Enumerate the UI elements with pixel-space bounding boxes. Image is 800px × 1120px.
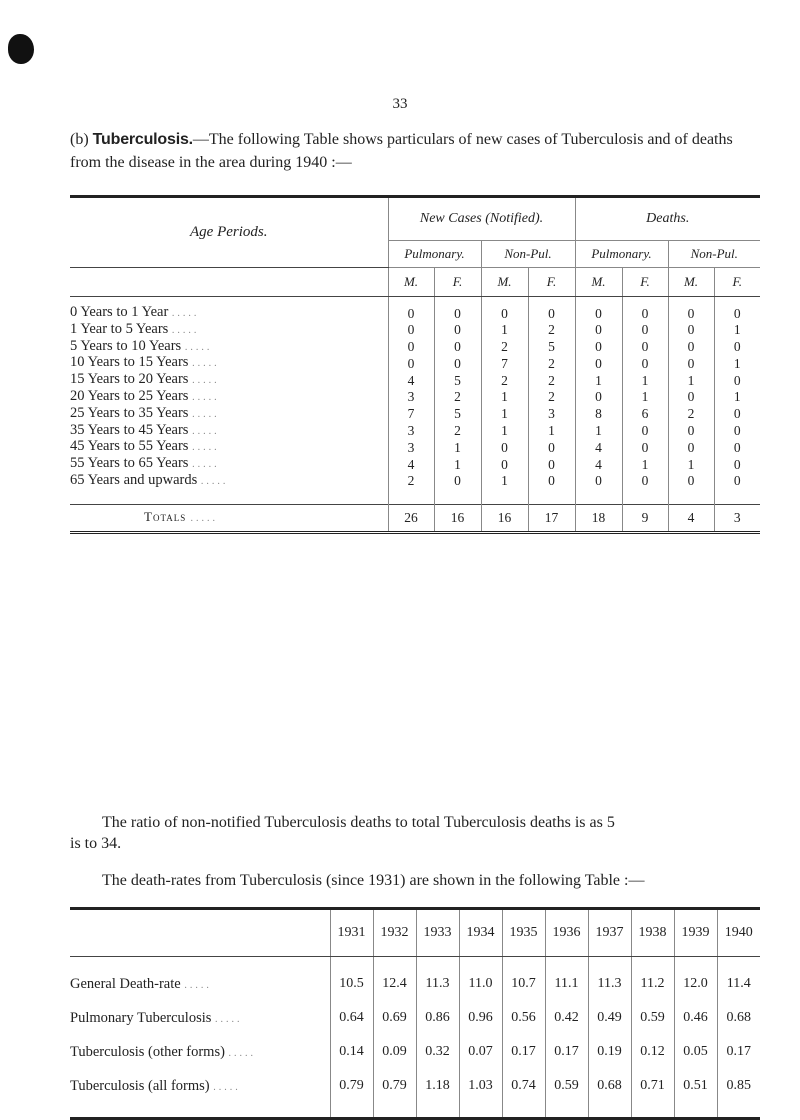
leader-dots: ..... bbox=[184, 979, 212, 991]
deaths-pulmonary-header: Pulmonary. bbox=[575, 241, 668, 268]
table-row bbox=[70, 297, 760, 322]
rate-value: 12.4 bbox=[373, 957, 416, 1002]
cell-value: 0 bbox=[528, 473, 575, 490]
leader-dots: ..... bbox=[228, 1047, 257, 1059]
table-row bbox=[70, 372, 760, 389]
rate-value: 0.64 bbox=[330, 1001, 373, 1035]
rate-label: Pulmonary Tuberculosis ..... bbox=[70, 1009, 243, 1026]
rate-value: 11.1 bbox=[545, 957, 588, 1002]
intro-text: —The following Table shows particulars of new cases of Tuberculosis and of deaths from the disease in the area during 1940 :— bbox=[70, 131, 733, 171]
cell-value: 6 bbox=[622, 406, 668, 423]
cell-value: 0 bbox=[434, 322, 481, 339]
cell-value: 3 bbox=[388, 439, 434, 456]
rate-value: 0.79 bbox=[330, 1069, 373, 1119]
leader-dots: ..... bbox=[213, 1081, 241, 1093]
rate-value: 11.0 bbox=[459, 957, 502, 1002]
cell-value: 0 bbox=[622, 339, 668, 356]
cell-value: 0 bbox=[434, 339, 481, 356]
cell-value: 1 bbox=[668, 372, 714, 389]
table-row bbox=[70, 322, 760, 339]
cell-value: 0 bbox=[622, 473, 668, 490]
cell-value: 0 bbox=[622, 322, 668, 339]
leader-dots: ..... bbox=[215, 1013, 243, 1025]
section-heading: Tuberculosis. bbox=[92, 131, 193, 148]
age-period-label: 0 Years to 1 Year ..... bbox=[70, 304, 200, 320]
rate-value: 0.59 bbox=[545, 1069, 588, 1119]
table-row bbox=[70, 355, 760, 372]
cell-value: 0 bbox=[575, 297, 622, 322]
rate-value: 0.71 bbox=[631, 1069, 674, 1119]
rate-value: 11.4 bbox=[717, 957, 760, 1002]
cell-value: 2 bbox=[528, 389, 575, 406]
total-value: 3 bbox=[714, 504, 760, 532]
year-header: 1939 bbox=[674, 909, 717, 957]
cell-value: 0 bbox=[714, 372, 760, 389]
cell-value: 3 bbox=[388, 389, 434, 406]
cell-value: 0 bbox=[434, 297, 481, 322]
cell-value: 1 bbox=[528, 423, 575, 440]
cell-value: 0 bbox=[668, 297, 714, 322]
age-period-label: 1 Year to 5 Years ..... bbox=[70, 320, 200, 337]
rate-value: 0.49 bbox=[588, 1001, 631, 1035]
leader-dots: ..... bbox=[192, 391, 220, 403]
total-value: 16 bbox=[481, 504, 528, 532]
total-value: 16 bbox=[434, 504, 481, 532]
age-period-label: 65 Years and upwards ..... bbox=[70, 471, 229, 488]
section-label: (b) bbox=[70, 131, 89, 148]
age-periods-header: Age Periods. bbox=[70, 197, 388, 268]
cell-value: 0 bbox=[714, 456, 760, 473]
rate-value: 0.68 bbox=[717, 1001, 760, 1035]
table-row bbox=[70, 423, 760, 440]
cell-value: 8 bbox=[575, 406, 622, 423]
cell-value: 2 bbox=[481, 339, 528, 356]
rate-value: 10.7 bbox=[502, 957, 545, 1002]
cell-value: 0 bbox=[622, 297, 668, 322]
sex-header-f: F. bbox=[528, 268, 575, 297]
rate-value: 11.3 bbox=[416, 957, 459, 1002]
age-period-label: 10 Years to 15 Years ..... bbox=[70, 354, 220, 371]
margin-ink-blot bbox=[8, 34, 34, 64]
rate-value: 0.46 bbox=[674, 1001, 717, 1035]
leader-dots: ..... bbox=[200, 475, 229, 487]
cell-value: 0 bbox=[388, 339, 434, 356]
leader-dots: ..... bbox=[171, 324, 200, 336]
rate-value: 0.07 bbox=[459, 1035, 502, 1069]
cell-value: 2 bbox=[388, 473, 434, 490]
table-row bbox=[70, 439, 760, 456]
leader-dots: ..... bbox=[192, 375, 220, 387]
rate-label: General Death-rate ..... bbox=[70, 975, 212, 992]
cell-value: 0 bbox=[622, 355, 668, 372]
total-value: 4 bbox=[668, 504, 714, 532]
age-period-label: 55 Years to 65 Years ..... bbox=[70, 455, 220, 472]
rate-value: 0.14 bbox=[330, 1035, 373, 1069]
cell-value: 0 bbox=[668, 322, 714, 339]
rate-value: 1.18 bbox=[416, 1069, 459, 1119]
sex-header-f: F. bbox=[434, 268, 481, 297]
totals-row bbox=[70, 504, 760, 532]
cell-value: 0 bbox=[668, 355, 714, 372]
blank-header-cell bbox=[70, 909, 330, 957]
cell-value: 0 bbox=[575, 355, 622, 372]
cell-value: 1 bbox=[575, 372, 622, 389]
rate-value: 0.51 bbox=[674, 1069, 717, 1119]
ratio-line-1: The ratio of non-notified Tuberculosis deaths to total Tuberculosis deaths is as 5 bbox=[102, 814, 615, 831]
total-value: 18 bbox=[575, 504, 622, 532]
rate-value: 12.0 bbox=[674, 957, 717, 1002]
rate-value: 0.56 bbox=[502, 1001, 545, 1035]
table-row bbox=[70, 1001, 760, 1035]
rate-label: Tuberculosis (all forms) ..... bbox=[70, 1069, 330, 1119]
table-row bbox=[70, 389, 760, 406]
cell-value: 2 bbox=[528, 322, 575, 339]
cell-value: 0 bbox=[575, 473, 622, 490]
death-rates-intro: The death-rates from Tuberculosis (since 1931) are shown in the following Table :— bbox=[102, 872, 645, 889]
age-period-label: 15 Years to 20 Years ..... bbox=[70, 371, 220, 388]
cell-value: 0 bbox=[575, 339, 622, 356]
cell-value: 7 bbox=[481, 355, 528, 372]
cell-value: 2 bbox=[528, 372, 575, 389]
year-header: 1935 bbox=[502, 909, 545, 957]
cell-value: 4 bbox=[575, 439, 622, 456]
year-header: 1936 bbox=[545, 909, 588, 957]
rate-value: 10.5 bbox=[330, 957, 373, 1002]
rate-value: 0.42 bbox=[545, 1001, 588, 1035]
cell-value: 2 bbox=[668, 406, 714, 423]
cell-value: 1 bbox=[481, 406, 528, 423]
rate-value: 0.59 bbox=[631, 1001, 674, 1035]
cell-value: 1 bbox=[481, 423, 528, 440]
rate-value: 0.32 bbox=[416, 1035, 459, 1069]
cell-value: 0 bbox=[481, 439, 528, 456]
rate-value: 11.3 bbox=[588, 957, 631, 1002]
spacer-row bbox=[70, 490, 760, 505]
year-header: 1932 bbox=[373, 909, 416, 957]
intro-paragraph bbox=[70, 128, 760, 174]
cell-value: 2 bbox=[434, 389, 481, 406]
death-rates-table bbox=[70, 907, 760, 1120]
cell-value: 5 bbox=[528, 339, 575, 356]
year-header: 1934 bbox=[459, 909, 502, 957]
blank-header-cell bbox=[70, 268, 388, 297]
page-number: 33 bbox=[392, 96, 408, 112]
rate-label: Tuberculosis (other forms) ..... bbox=[70, 1043, 257, 1060]
cell-value: 0 bbox=[528, 439, 575, 456]
rate-value: 0.68 bbox=[588, 1069, 631, 1119]
cell-value: 0 bbox=[714, 423, 760, 440]
cell-value: 1 bbox=[714, 389, 760, 406]
new-cases-header: New Cases (Notified). bbox=[388, 197, 575, 241]
cell-value: 4 bbox=[388, 372, 434, 389]
cell-value: 1 bbox=[714, 355, 760, 372]
rate-value: 0.17 bbox=[545, 1035, 588, 1069]
ratio-line-2: is to 34. bbox=[70, 835, 122, 852]
deaths-non-pul-header: Non-Pul. bbox=[668, 241, 760, 268]
table-row bbox=[70, 1069, 760, 1119]
rate-value: 0.96 bbox=[459, 1001, 502, 1035]
sex-header-m: M. bbox=[575, 268, 622, 297]
year-header: 1940 bbox=[717, 909, 760, 957]
rate-value: 0.86 bbox=[416, 1001, 459, 1035]
rate-value: 0.19 bbox=[588, 1035, 631, 1069]
cases-pulmonary-header: Pulmonary. bbox=[388, 241, 481, 268]
cell-value: 0 bbox=[388, 297, 434, 322]
total-value: 26 bbox=[388, 504, 434, 532]
leader-dots: ..... bbox=[192, 442, 220, 454]
cell-value: 1 bbox=[622, 372, 668, 389]
table-row bbox=[70, 339, 760, 356]
cell-value: 0 bbox=[668, 423, 714, 440]
cell-value: 0 bbox=[434, 473, 481, 490]
cell-value: 1 bbox=[434, 439, 481, 456]
cell-value: 2 bbox=[528, 355, 575, 372]
rate-value: 0.09 bbox=[373, 1035, 416, 1069]
cases-non-pul-header: Non-Pul. bbox=[481, 241, 575, 268]
cell-value: 4 bbox=[388, 456, 434, 473]
sex-header-m: M. bbox=[668, 268, 714, 297]
table-row bbox=[70, 473, 760, 490]
leader-dots: ..... bbox=[184, 341, 213, 353]
cell-value: 1 bbox=[622, 389, 668, 406]
cell-value: 0 bbox=[668, 339, 714, 356]
table-row bbox=[70, 456, 760, 473]
cell-value: 1 bbox=[481, 389, 528, 406]
cell-value: 7 bbox=[388, 406, 434, 423]
rate-value: 1.03 bbox=[459, 1069, 502, 1119]
age-period-label: 45 Years to 55 Years ..... bbox=[70, 438, 220, 455]
rate-value: 0.74 bbox=[502, 1069, 545, 1119]
sex-header-m: M. bbox=[388, 268, 434, 297]
cell-value: 0 bbox=[528, 456, 575, 473]
cell-value: 0 bbox=[714, 297, 760, 322]
cell-value: 2 bbox=[434, 423, 481, 440]
rate-value: 11.2 bbox=[631, 957, 674, 1002]
cell-value: 3 bbox=[528, 406, 575, 423]
rate-value: 0.85 bbox=[717, 1069, 760, 1119]
cell-value: 4 bbox=[575, 456, 622, 473]
cell-value: 0 bbox=[668, 389, 714, 406]
leader-dots: ..... bbox=[192, 358, 220, 370]
table-row bbox=[70, 957, 760, 1002]
cell-value: 3 bbox=[388, 423, 434, 440]
cell-value: 1 bbox=[481, 322, 528, 339]
age-period-label: 25 Years to 35 Years ..... bbox=[70, 404, 220, 421]
rate-value: 0.17 bbox=[717, 1035, 760, 1069]
cell-value: 0 bbox=[575, 322, 622, 339]
cell-value: 0 bbox=[481, 456, 528, 473]
total-value: 9 bbox=[622, 504, 668, 532]
cell-value: 1 bbox=[668, 456, 714, 473]
rate-value: 0.05 bbox=[674, 1035, 717, 1069]
cell-value: 0 bbox=[388, 355, 434, 372]
cell-value: 0 bbox=[388, 322, 434, 339]
age-period-label: 35 Years to 45 Years ..... bbox=[70, 421, 220, 438]
deaths-header: Deaths. bbox=[575, 197, 760, 241]
cell-value: 0 bbox=[668, 473, 714, 490]
cell-value: 0 bbox=[714, 473, 760, 490]
sex-header-f: F. bbox=[714, 268, 760, 297]
cell-value: 0 bbox=[714, 339, 760, 356]
leader-dots: ..... bbox=[192, 408, 220, 420]
cell-value: 0 bbox=[481, 297, 528, 322]
year-header: 1938 bbox=[631, 909, 674, 957]
new-cases-and-deaths-table bbox=[70, 195, 760, 534]
age-period-label: 5 Years to 10 Years ..... bbox=[70, 337, 213, 354]
cell-value: 0 bbox=[622, 423, 668, 440]
cell-value: 0 bbox=[714, 439, 760, 456]
rate-value: 0.12 bbox=[631, 1035, 674, 1069]
cell-value: 1 bbox=[714, 322, 760, 339]
cell-value: 0 bbox=[528, 297, 575, 322]
leader-dots: ..... bbox=[171, 308, 200, 319]
table-row bbox=[70, 406, 760, 423]
rate-value: 0.17 bbox=[502, 1035, 545, 1069]
leader-dots: ..... bbox=[190, 512, 218, 524]
cell-value: 0 bbox=[714, 406, 760, 423]
age-period-label: 20 Years to 25 Years ..... bbox=[70, 387, 220, 404]
cell-value: 5 bbox=[434, 372, 481, 389]
sex-header-m: M. bbox=[481, 268, 528, 297]
rate-value: 0.79 bbox=[373, 1069, 416, 1119]
cell-value: 1 bbox=[481, 473, 528, 490]
leader-dots: ..... bbox=[192, 459, 220, 471]
total-value: 17 bbox=[528, 504, 575, 532]
cell-value: 2 bbox=[481, 372, 528, 389]
rate-value: 0.69 bbox=[373, 1001, 416, 1035]
cell-value: 1 bbox=[575, 423, 622, 440]
cell-value: 0 bbox=[575, 389, 622, 406]
year-header: 1933 bbox=[416, 909, 459, 957]
year-header: 1931 bbox=[330, 909, 373, 957]
cell-value: 0 bbox=[434, 355, 481, 372]
cell-value: 1 bbox=[434, 456, 481, 473]
ratio-paragraph bbox=[70, 812, 760, 854]
cell-value: 0 bbox=[622, 439, 668, 456]
leader-dots: ..... bbox=[192, 425, 220, 437]
cell-value: 1 bbox=[622, 456, 668, 473]
sex-header-f: F. bbox=[622, 268, 668, 297]
cell-value: 0 bbox=[668, 439, 714, 456]
totals-label: Totals ..... bbox=[70, 504, 388, 532]
cell-value: 5 bbox=[434, 406, 481, 423]
year-header: 1937 bbox=[588, 909, 631, 957]
